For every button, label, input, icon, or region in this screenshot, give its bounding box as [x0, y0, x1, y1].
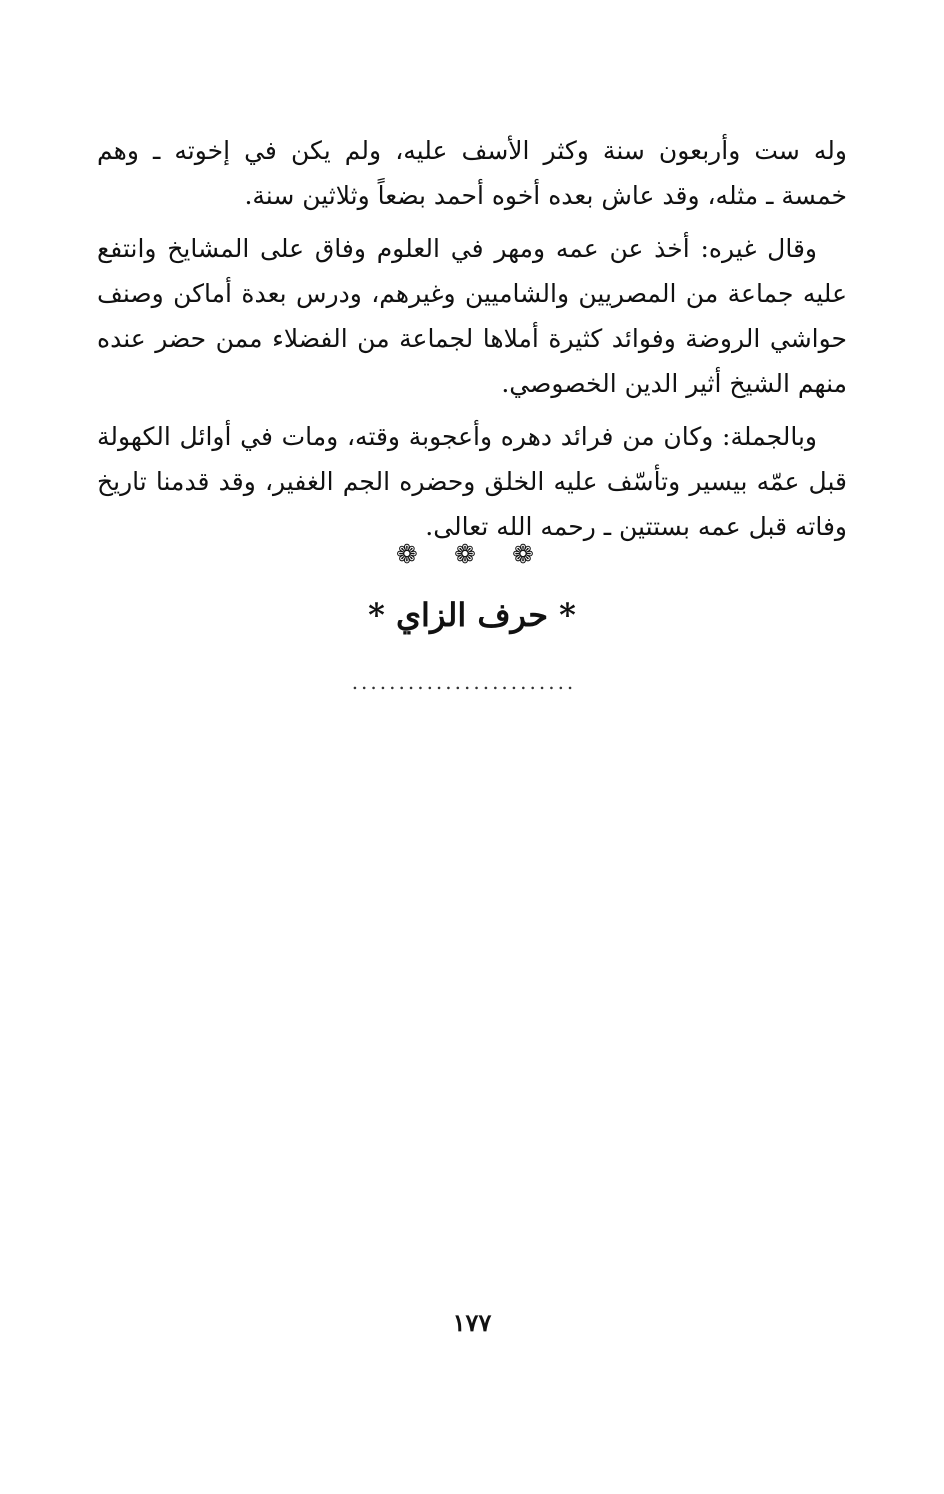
section-heading: * حرف الزاي *: [368, 596, 576, 634]
page-number: ١٧٧: [452, 1308, 492, 1337]
body-text: [97, 128, 847, 557]
paragraph-1: وله ست وأربعون سنة وكثر الأسف عليه، ولم يكن في إخوته ـ وهم خمسة ـ مثله، وقد عاش بعده أخوه أحمد بضعاً وثلاثين سنة.: [97, 136, 847, 210]
paragraph-3: وبالجملة: وكان من فرائد دهره وأعجوبة وقته، ومات في أوائل الكهولة قبل عمّه بيسير وتأسّف عليه الخلق وحضره الجم الغفير، وقد قدمنا تاريخ وفاته قبل عمه بستتين ـ رحمه الله تعالى.: [97, 422, 847, 541]
paragraph-2: وقال غيره: أخذ عن عمه ومهر في العلوم وفاق على المشايخ وانتفع عليه جماعة من المصريين والشاميين وغيرهم، ودرس بعدة أماكن وصنف حواشي الروضة وفوائد كثيرة أملاها لجماعة من الفضلاء ممن حضر عنده منهم الشيخ أثير الدين الخصوصي.: [97, 234, 847, 398]
dotted-separator: ........................: [351, 670, 577, 694]
ornament-divider: ❁ ❁ ❁: [396, 540, 548, 570]
